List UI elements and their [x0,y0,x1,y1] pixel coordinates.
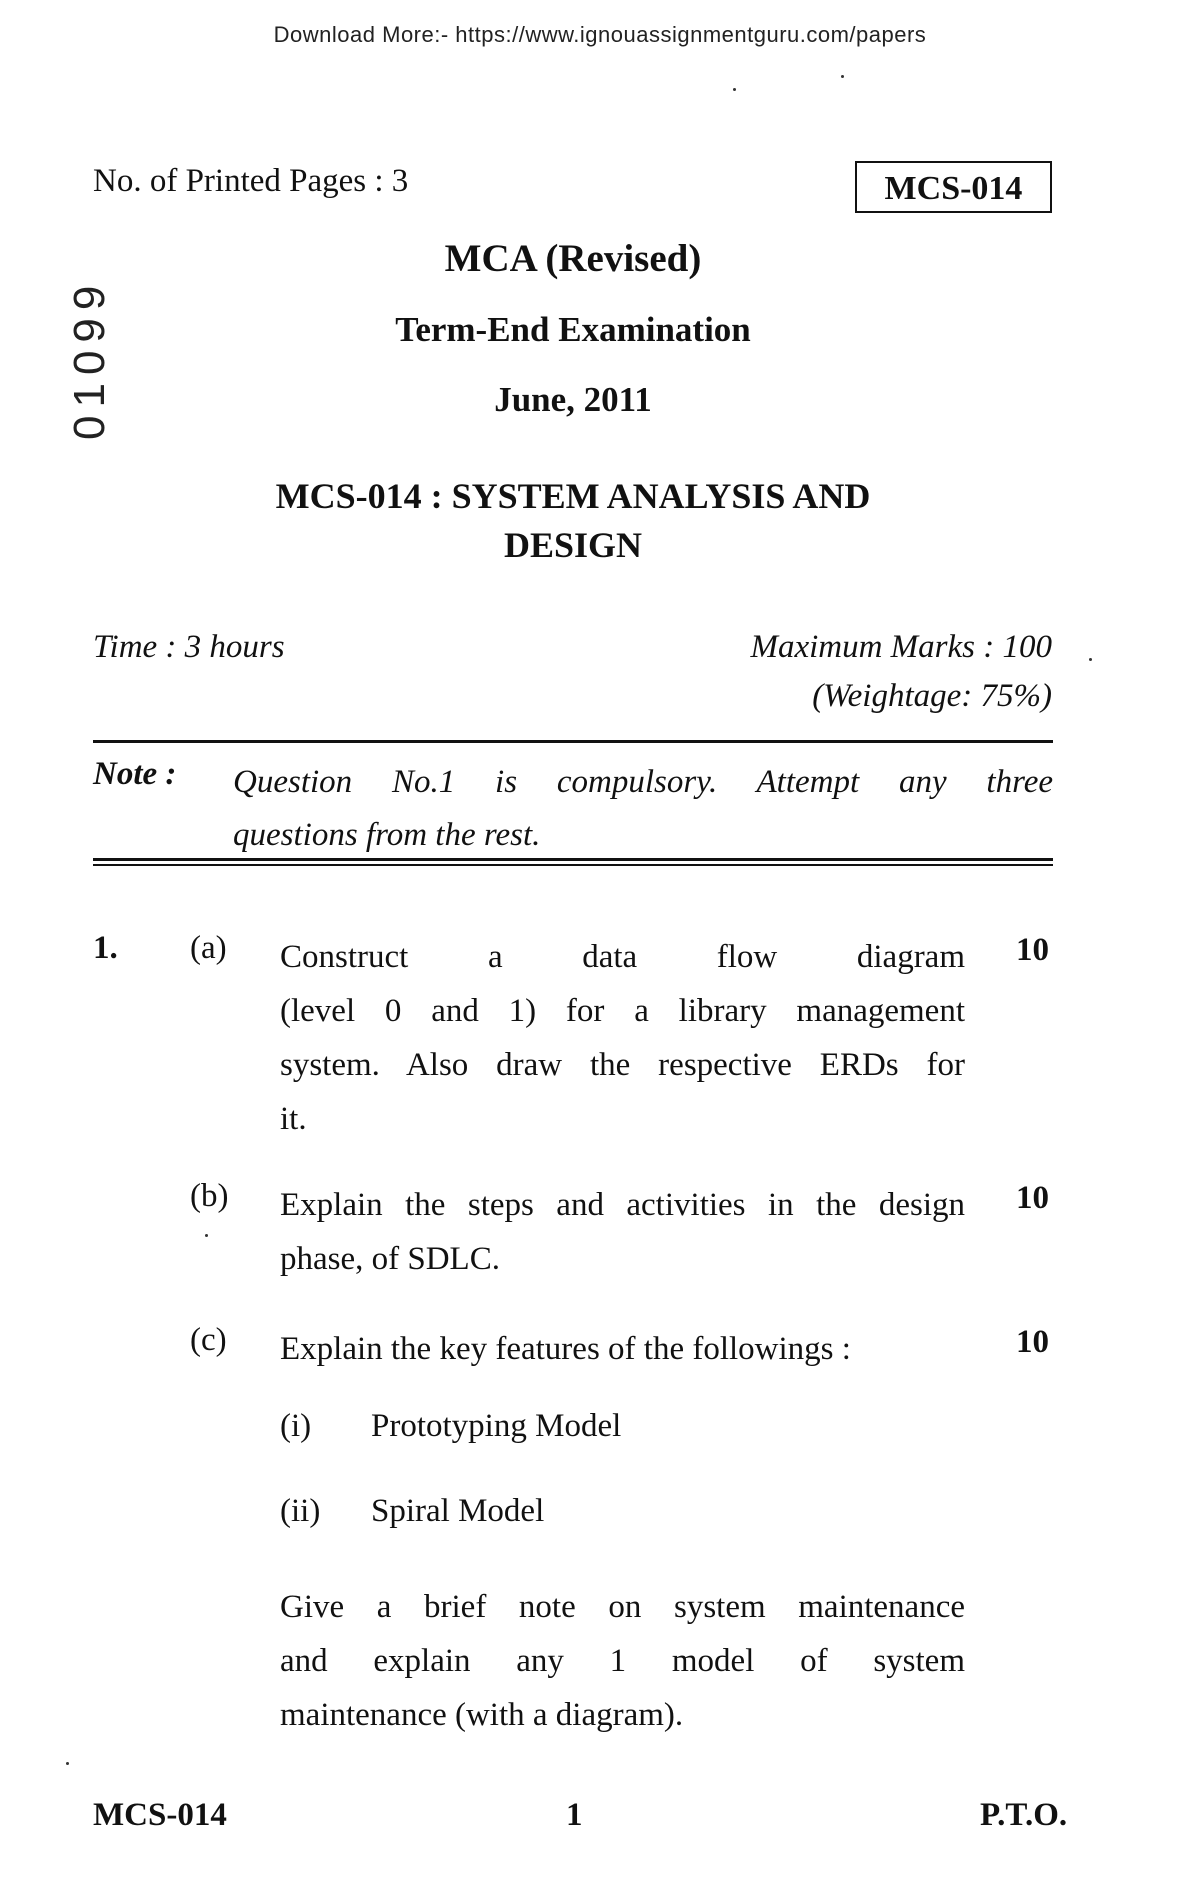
part-a-line: Construct a data flow diagram [280,939,965,975]
exam-time: Time : 3 hours [93,629,285,665]
maintenance-question [280,1580,965,1742]
scan-speck [66,1762,69,1765]
footer-page-number: 1 [566,1797,583,1833]
part-a-line: (level 0 and 1) for a library management [280,993,965,1029]
note-text [233,756,1053,862]
paper-code-box: MCS-014 [855,161,1052,213]
maintenance-line: Give a brief note on system maintenance [280,1589,965,1625]
part-b-marks: 10 [1016,1180,1049,1216]
part-c-label: (c) [190,1322,227,1358]
sub-ii-text: Spiral Model [371,1493,545,1529]
part-a-label: (a) [190,930,227,966]
serial-number: 01099 [65,277,114,440]
divider-top [93,740,1053,743]
part-c-text [280,1322,965,1376]
part-c-marks: 10 [1016,1324,1049,1360]
printed-pages-count: No. of Printed Pages : 3 [93,163,409,199]
weightage: (Weightage: 75%) [812,678,1052,714]
subject-title [93,472,1053,570]
part-c-line: Explain the key features of the followings : [280,1331,851,1367]
exam-title: Term-End Examination [395,310,751,349]
part-b-text [280,1178,965,1286]
question-number: 1. [93,930,118,966]
divider-bottom-double [93,864,1053,866]
note-line2: questions from the rest. [233,817,541,853]
course-title: MCA (Revised) [444,237,702,280]
scan-speck [733,88,736,91]
scan-speck [1089,658,1092,661]
part-b-line: Explain the steps and activities in the design [280,1187,965,1223]
divider-bottom [93,858,1053,861]
part-a-marks: 10 [1016,932,1049,968]
part-b-label: (b) [190,1178,229,1214]
footer-code: MCS-014 [93,1797,227,1833]
sub-ii-label: (ii) [280,1493,321,1529]
scan-speck [841,75,844,78]
note-label: Note : [93,756,177,792]
sub-i-label: (i) [280,1408,312,1444]
exam-date: June, 2011 [494,380,652,419]
maintenance-line: and explain any 1 model of system [280,1643,965,1679]
subject-title-line2: DESIGN [503,525,643,565]
download-link-text: Download More:- https://www.ignouassignmentguru.com/papers [273,22,927,47]
part-a-line: system. Also draw the respective ERDs for [280,1047,965,1083]
maintenance-line: maintenance (with a diagram). [280,1697,684,1733]
part-a-text [280,930,965,1146]
part-a-line: it. [280,1101,307,1137]
maximum-marks: Maximum Marks : 100 [750,629,1052,665]
footer-pto: P.T.O. [980,1797,1068,1833]
sub-i-text: Prototyping Model [371,1408,622,1444]
scan-speck [205,1234,208,1237]
part-b-line: phase, of SDLC. [280,1241,500,1277]
note-line1: Question No.1 is compulsory. Attempt any three [233,764,1053,800]
subject-title-line1: MCS-014 : SYSTEM ANALYSIS AND [275,476,871,516]
